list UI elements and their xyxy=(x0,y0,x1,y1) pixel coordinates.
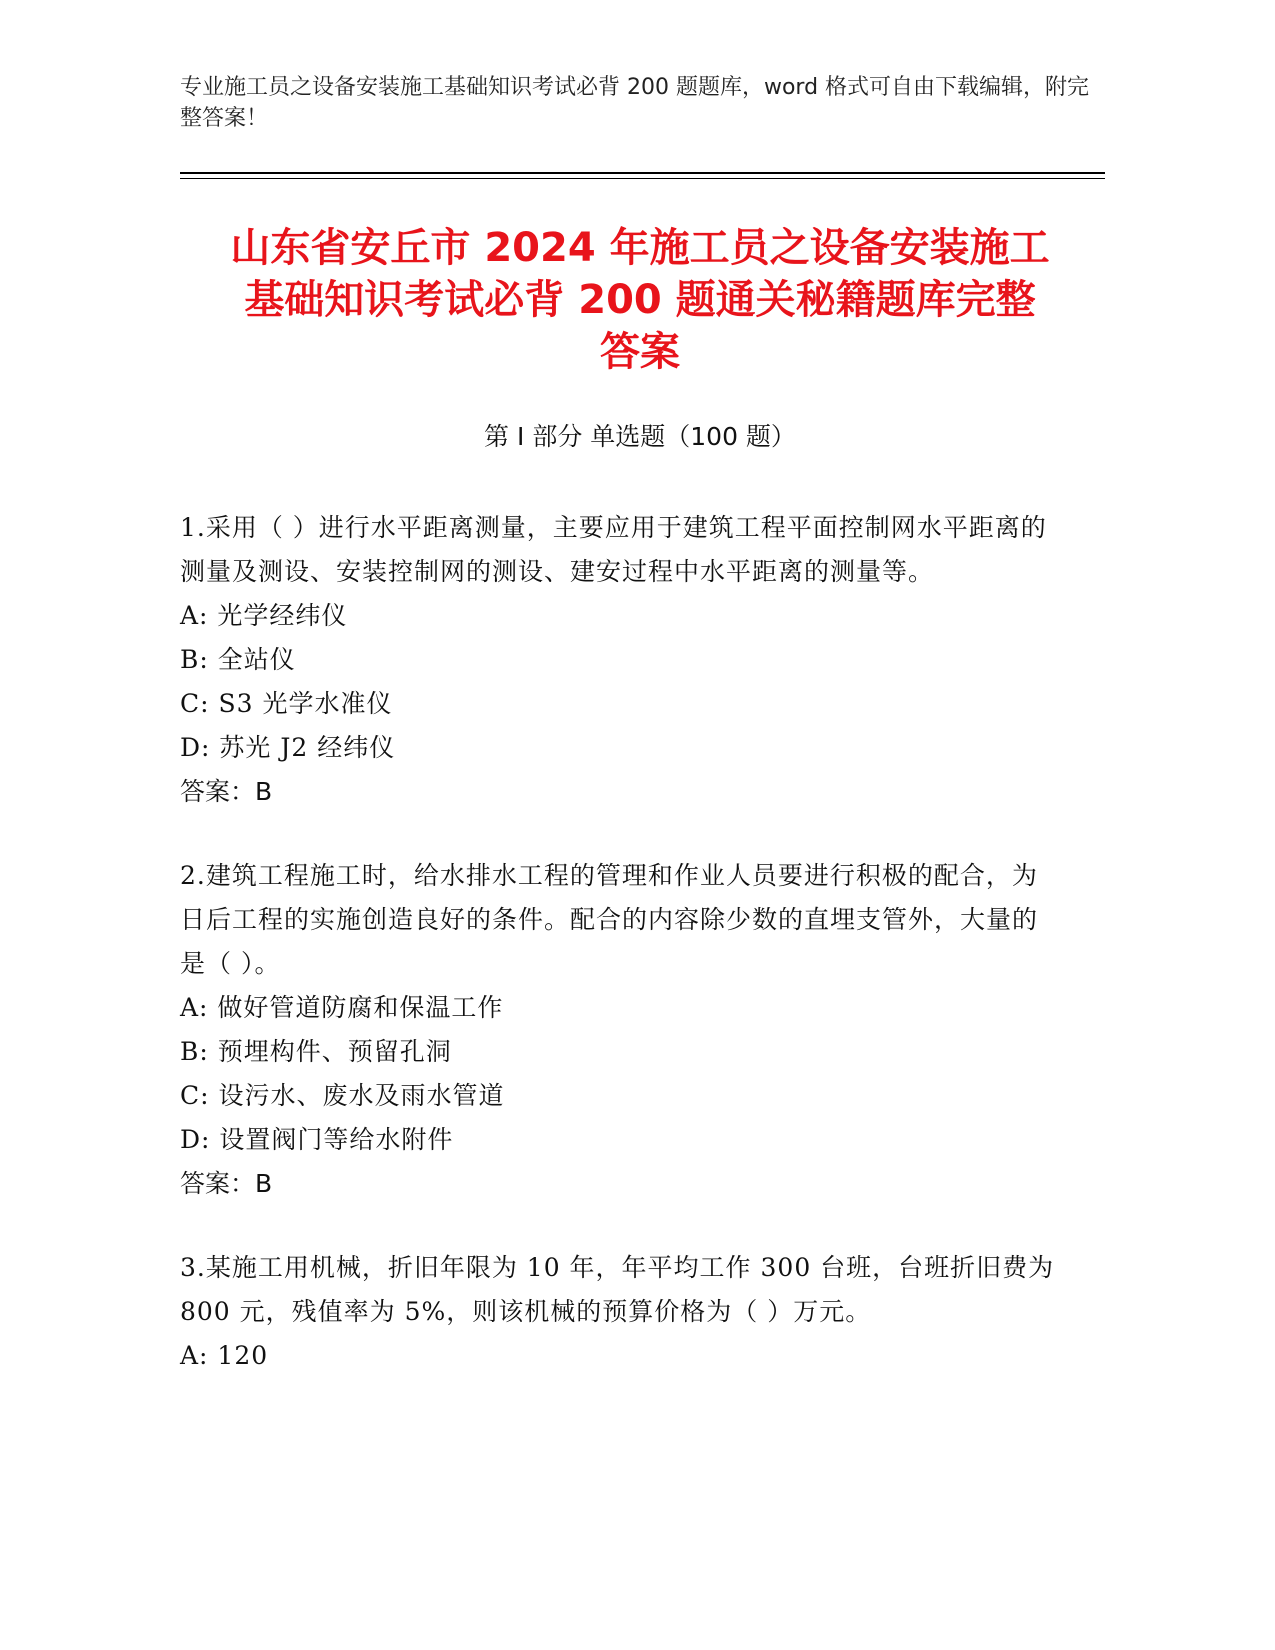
option-b: B: 预埋构件、预留孔洞 xyxy=(180,1037,452,1066)
option-a: A: 光学经纬仪 xyxy=(180,601,348,630)
answer: 答案：B xyxy=(180,777,273,806)
header-note: 专业施工员之设备安装施工基础知识考试必背 200 题题库，word 格式可自由下载编辑，附完整答案！ xyxy=(180,75,1090,131)
header-divider-thin xyxy=(180,178,1105,179)
document-title xyxy=(170,222,1110,378)
question-3 xyxy=(180,1246,1060,1378)
header-divider-thick xyxy=(180,172,1105,174)
question-2 xyxy=(180,854,1060,1206)
title-line-1: 山东省安丘市 2024 年施工员之设备安装施工 xyxy=(230,225,1050,271)
option-a: A: 120 xyxy=(180,1341,269,1370)
question-1 xyxy=(180,506,1060,814)
section-title: 第 I 部分 单选题（100 题） xyxy=(484,422,796,451)
title-line-2: 基础知识考试必背 200 题通关秘籍题库完整 xyxy=(244,277,1036,323)
answer: 答案：B xyxy=(180,1169,273,1198)
question-stem: 3.某施工用机械，折旧年限为 10 年，年平均工作 300 台班，台班折旧费为 800 元，残值率为 5%，则该机械的预算价格为（ ）万元。 xyxy=(180,1253,1055,1326)
option-a: A: 做好管道防腐和保温工作 xyxy=(180,993,504,1022)
question-stem: 1.采用（ ）进行水平距离测量，主要应用于建筑工程平面控制网水平距离的测量及测设、安装控制网的测设、建安过程中水平距离的测量等。 xyxy=(180,513,1047,586)
option-d: D: 设置阀门等给水附件 xyxy=(180,1125,454,1154)
option-c: C: S3 光学水准仪 xyxy=(180,689,393,718)
option-c: C: 设污水、废水及雨水管道 xyxy=(180,1081,505,1110)
option-d: D: 苏光 J2 经纬仪 xyxy=(180,733,396,762)
question-list xyxy=(180,506,1060,1418)
question-stem: 2.建筑工程施工时，给水排水工程的管理和作业人员要进行积极的配合，为日后工程的实施创造良好的条件。配合的内容除少数的直埋支管外，大量的是（ ）。 xyxy=(180,861,1039,978)
title-line-3: 答案 xyxy=(600,329,680,375)
option-b: B: 全站仪 xyxy=(180,645,296,674)
